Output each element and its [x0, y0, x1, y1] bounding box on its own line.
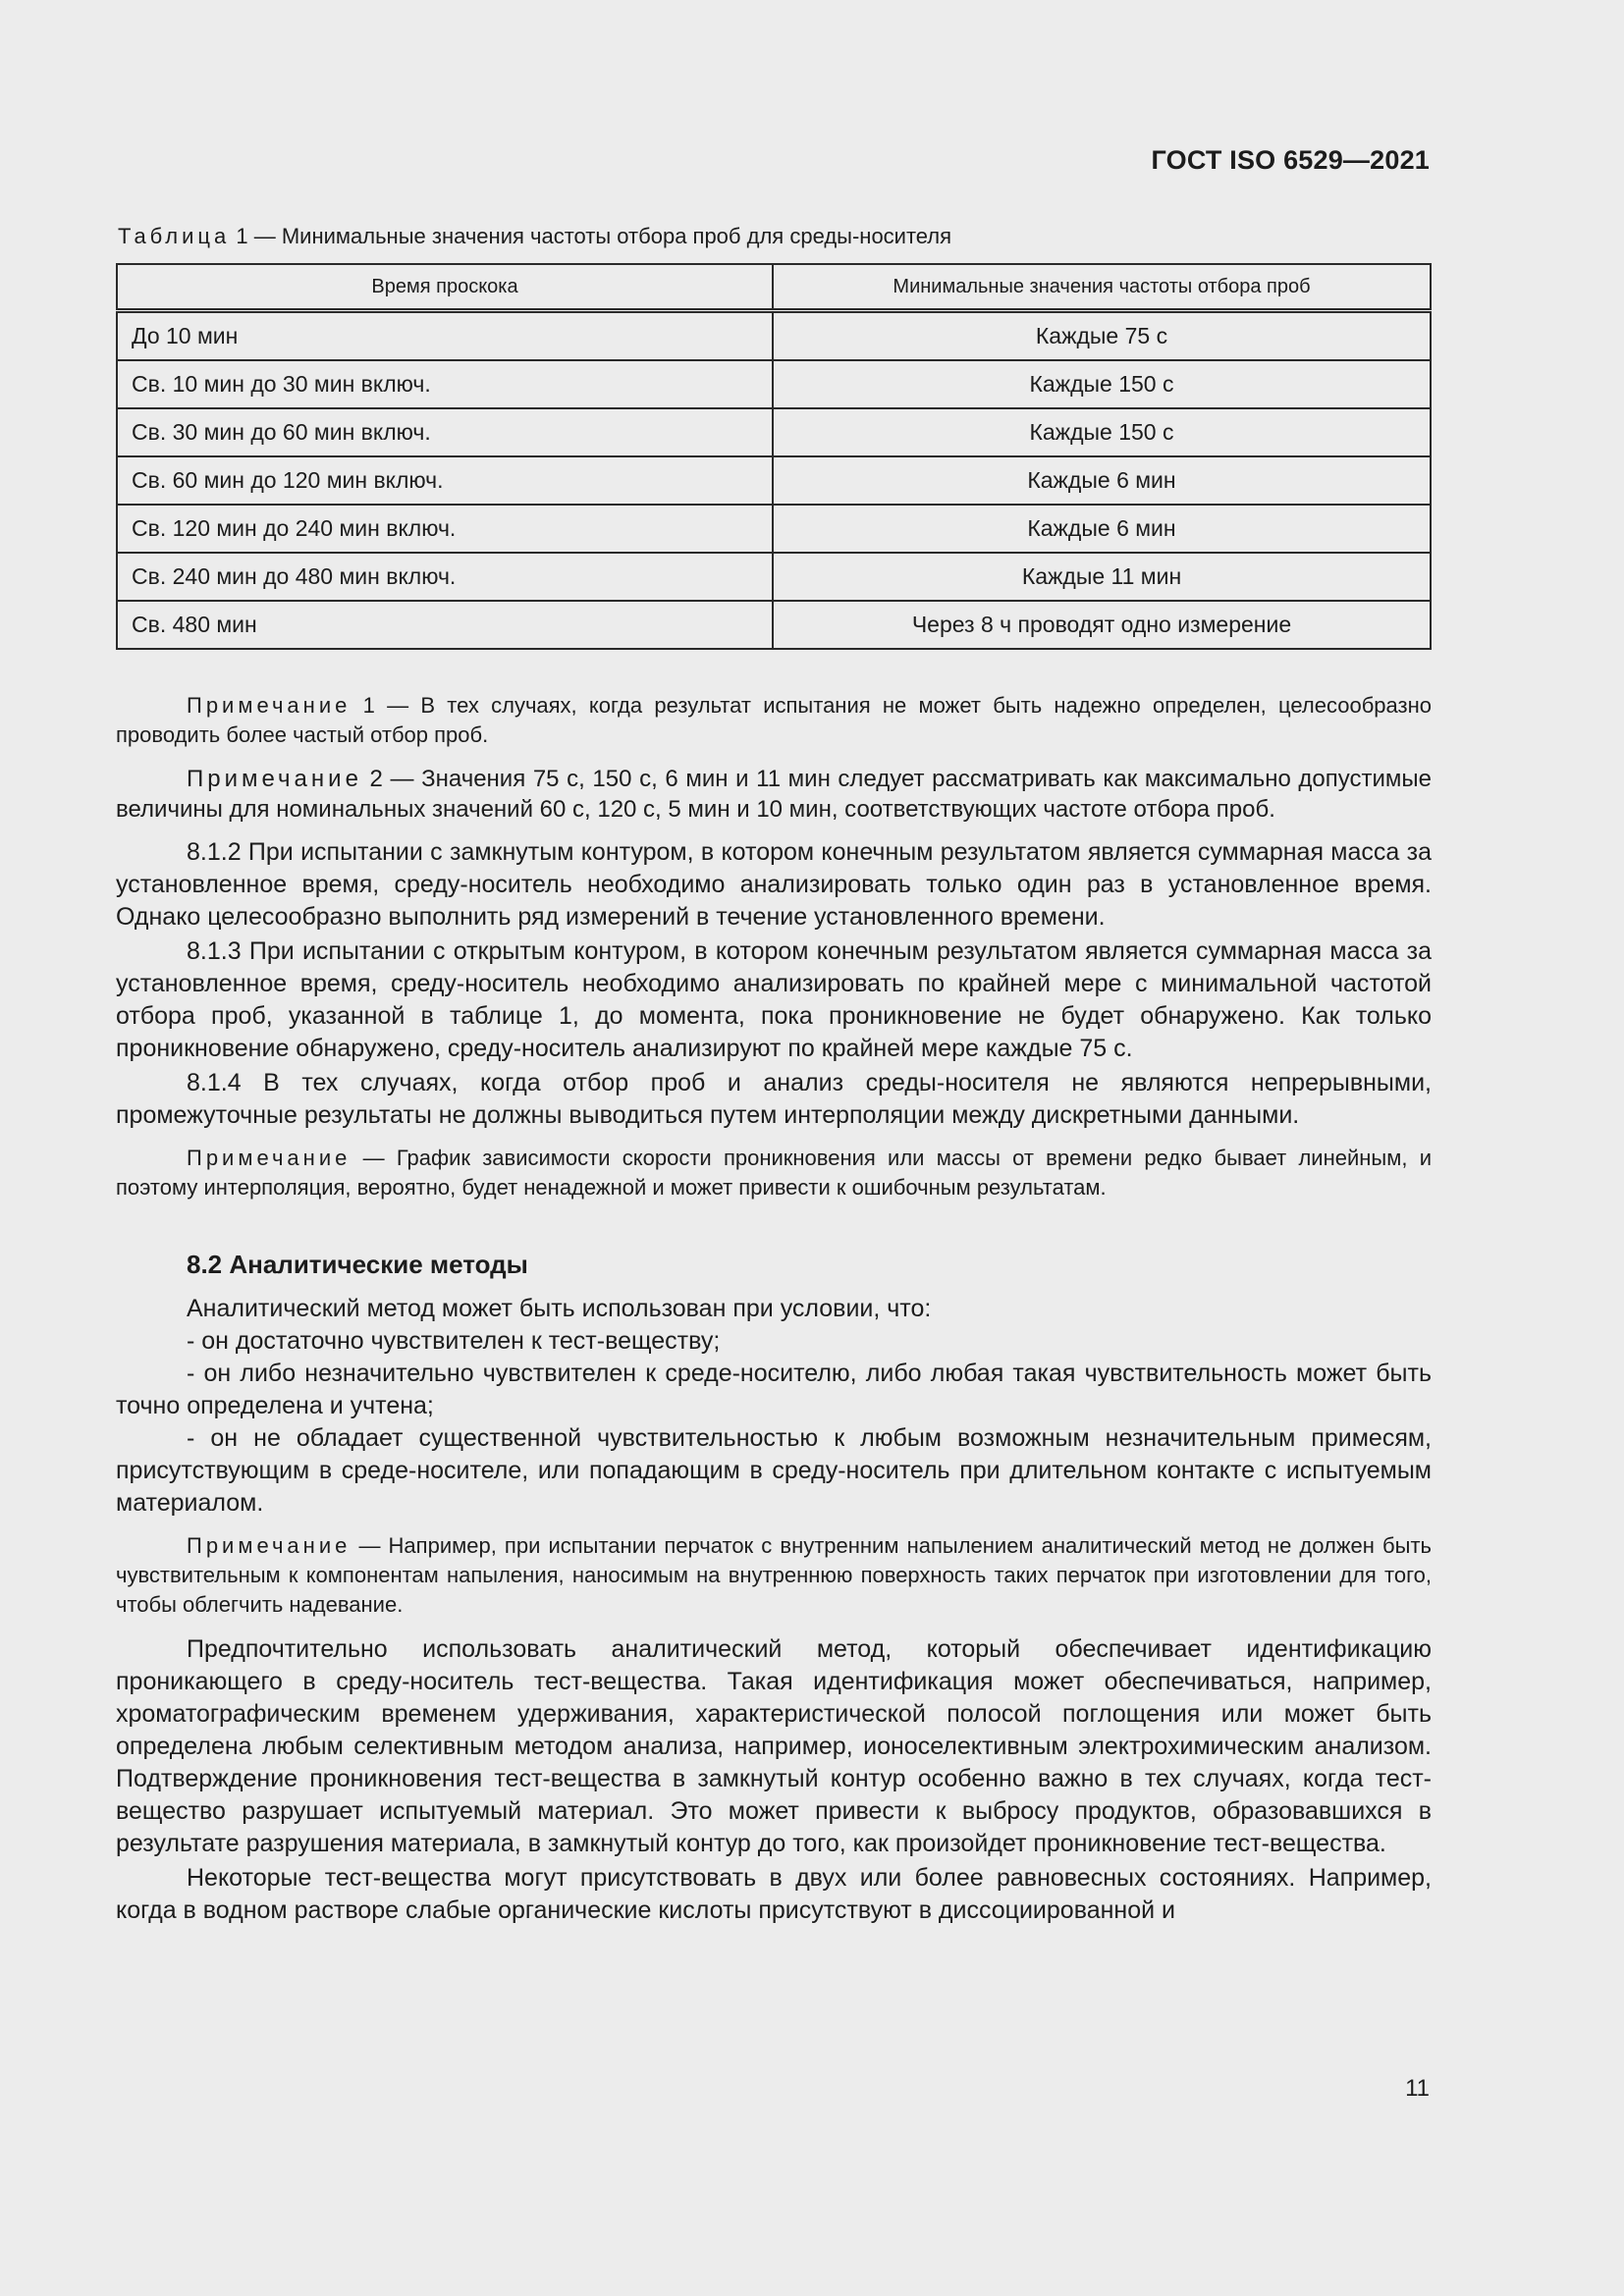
- standard-designation: ГОСТ ISO 6529—2021: [1151, 145, 1430, 175]
- table-row: [117, 456, 1431, 505]
- sampling-frequency-cell: Каждые 11 мин: [773, 553, 1431, 601]
- table-row: [117, 505, 1431, 553]
- table-header-row: [117, 264, 1431, 311]
- breakthrough-time-cell: Св. 240 мин до 480 мин включ.: [117, 553, 773, 601]
- note-text: 2 — Значения 75 с, 150 с, 6 мин и 11 мин следует рассматривать как максимально допустимые величины для номинальных значений 60 с, 120 с, 5 мин и 10 мин, соответствующих частоте отбора проб.: [116, 766, 1432, 823]
- note-1: [116, 691, 1432, 750]
- paragraph-8-1-4: 8.1.4 В тех случаях, когда отбор проб и анализ среды-носителя не являются непрерывными, промежуточные результаты не должны выводиться путем интерполяции между дискретными данными.: [116, 1069, 1432, 1129]
- sampling-frequency-cell: Каждые 150 с: [773, 408, 1431, 456]
- column-header: Минимальные значения частоты отбора проб: [773, 264, 1431, 311]
- note-label: Примечание: [187, 1533, 352, 1558]
- sampling-frequency-cell: Через 8 ч проводят одно измерение: [773, 601, 1431, 649]
- table-row: [117, 553, 1431, 601]
- breakthrough-time-cell: До 10 мин: [117, 311, 773, 361]
- sampling-frequency-table: [116, 263, 1432, 650]
- sampling-frequency-cell: Каждые 6 мин: [773, 456, 1431, 505]
- note-label: Примечание: [187, 766, 362, 792]
- page-content: [116, 224, 1432, 1927]
- table-caption: [118, 224, 1432, 249]
- table-row: [117, 311, 1431, 361]
- table-caption-text: 1 — Минимальные значения частоты отбора проб для среды-носителя: [230, 224, 952, 248]
- table-row: [117, 360, 1431, 408]
- breakthrough-time-cell: Св. 30 мин до 60 мин включ.: [117, 408, 773, 456]
- note-text: 1 — В тех случаях, когда результат испытания не может быть надежно определен, целесообразно проводить более частый отбор проб.: [116, 693, 1432, 747]
- condition-item: - он либо незначительно чувствителен к среде-носителю, либо любая такая чувствительность может быть точно определена и учтена;: [116, 1360, 1432, 1419]
- condition-item: - он не обладает существенной чувствительностью к любым возможным незначительным примесям, присутствующим в среде-носителе, или попадающим в среду-носитель при длительном контакте с испытуемым материалом.: [116, 1424, 1432, 1517]
- table-row: [117, 601, 1431, 649]
- paragraph-equilibrium-states: Некоторые тест-вещества могут присутствовать в двух или более равновесных состояниях. Например, когда в водном растворе слабые органические кислоты присутствуют в диссоциированной и: [116, 1864, 1432, 1924]
- column-header: Время проскока: [117, 264, 773, 311]
- note-4: [116, 1531, 1432, 1620]
- section-heading-8-2: 8.2 Аналитические методы: [187, 1250, 528, 1279]
- condition-item: - он достаточно чувствителен к тест-веществу;: [187, 1327, 721, 1355]
- sampling-frequency-cell: Каждые 150 с: [773, 360, 1431, 408]
- note-label: Примечание: [187, 693, 352, 718]
- table-caption-label: Таблица: [118, 224, 231, 248]
- paragraph-preferred-method: Предпочтительно использовать аналитический метод, который обеспечивает идентификацию проникающего в среду-носитель тест-вещества. Такая идентификация может обеспечиваться, например, хроматографическим временем удерживания, характеристической полосой поглощения или может быть определена любым селективным методом анализа, например, ионоселективным электрохимическим анализом. Подтверждение проникновения тест-вещества в замкнутый контур особенно важно в тех случаях, когда тест-вещество разрушает испытуемый материал. Это может привести к выбросу продуктов, образовавшихся в результате разрушения материала, в замкнутый контур до того, как произойдет проникновение тест-вещества.: [116, 1635, 1432, 1857]
- breakthrough-time-cell: Св. 120 мин до 240 мин включ.: [117, 505, 773, 553]
- note-label: Примечание: [187, 1146, 352, 1170]
- page-number: 11: [1405, 2075, 1430, 2102]
- table-row: [117, 408, 1431, 456]
- sampling-frequency-cell: Каждые 6 мин: [773, 505, 1431, 553]
- analytic-intro: Аналитический метод может быть использован при условии, что:: [187, 1295, 932, 1322]
- sampling-frequency-cell: Каждые 75 с: [773, 311, 1431, 361]
- breakthrough-time-cell: Св. 60 мин до 120 мин включ.: [117, 456, 773, 505]
- note-text: — Например, при испытании перчаток с внутренним напылением аналитический метод не должен быть чувствительным к компонентам напыления, наносимым на внутреннюю поверхность таких перчаток при изготовлении для того, чтобы облегчить надевание.: [116, 1533, 1432, 1617]
- note-3: [116, 1144, 1432, 1202]
- note-2: [116, 764, 1432, 825]
- note-text: — График зависимости скорости проникновения или массы от времени редко бывает линейным, и поэтому интерполяция, вероятно, будет ненадежной и может привести к ошибочным результатам.: [116, 1146, 1432, 1200]
- paragraph-8-1-3: 8.1.3 При испытании с открытым контуром, в котором конечным результатом является суммарная масса за установленное время, среду-носитель необходимо анализировать по крайней мере с минимальной частотой отбора проб, указанной в таблице 1, до момента, пока проникновение не будет обнаружено. Как только проникновение обнаружено, среду-носитель анализируют по крайней мере каждые 75 с.: [116, 937, 1432, 1062]
- breakthrough-time-cell: Св. 10 мин до 30 мин включ.: [117, 360, 773, 408]
- breakthrough-time-cell: Св. 480 мин: [117, 601, 773, 649]
- paragraph-8-1-2: 8.1.2 При испытании с замкнутым контуром, в котором конечным результатом является суммарная масса за установленное время, среду-носитель необходимо анализировать только один раз в установленное время. Однако целесообразно выполнить ряд измерений в течение установленного времени.: [116, 838, 1432, 931]
